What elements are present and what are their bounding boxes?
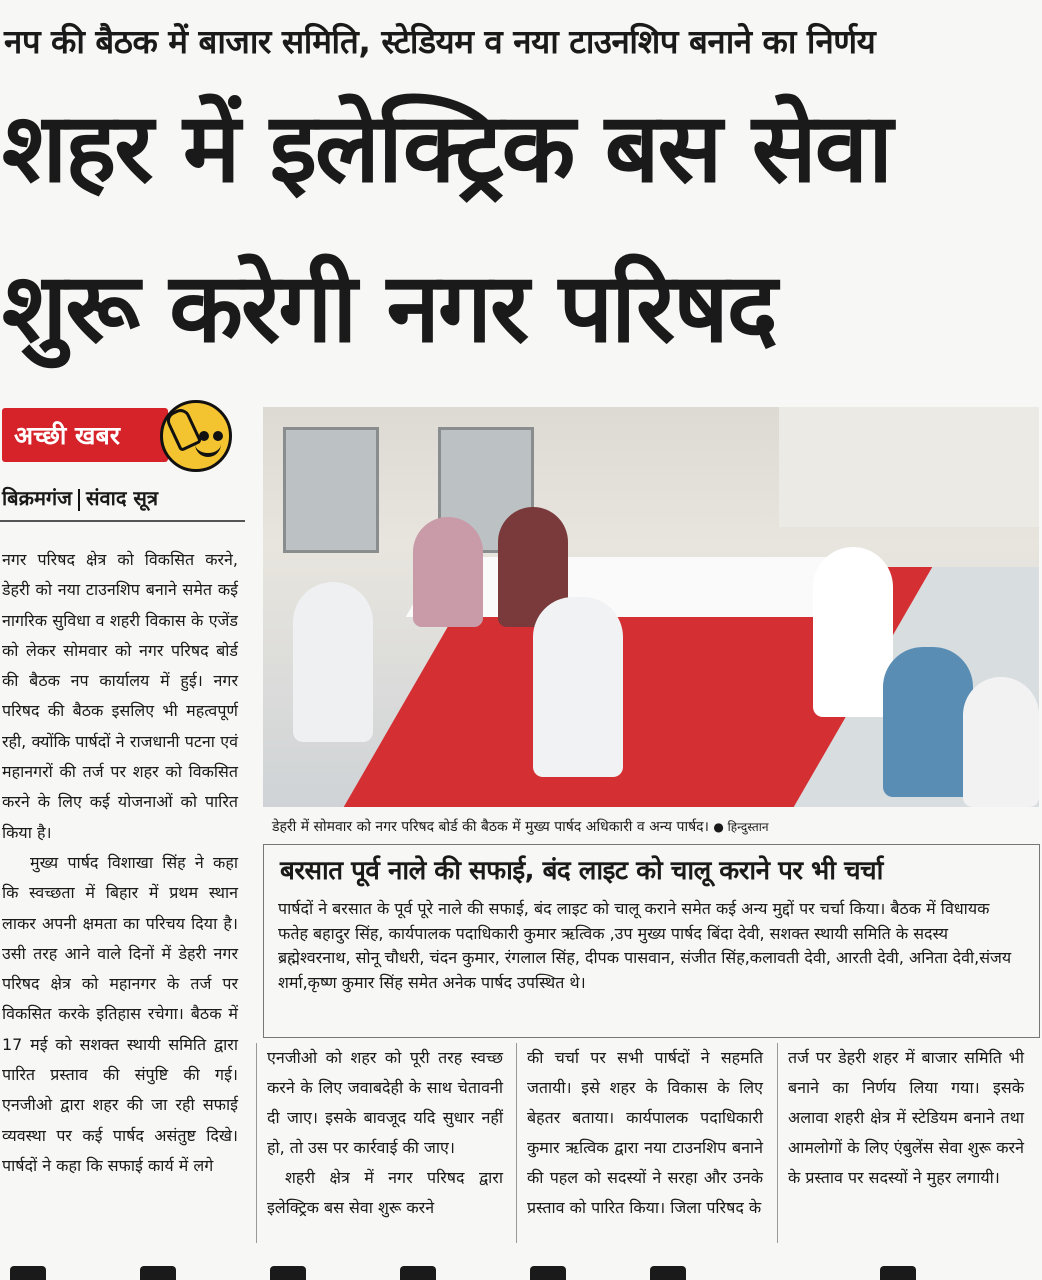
- cropped-glyph: [650, 1266, 686, 1280]
- article-column-2: [267, 1043, 503, 1223]
- smile-icon: [195, 437, 221, 457]
- article-paragraph: की चर्चा पर सभी पार्षदों ने सहमति जतायी। इसे शहर के विकास के लिए बेहतर बताया। कार्यपालक पदाधिकारी कुमार ऋत्विक द्वारा नया टाउनशिप बनाने की पहल को सदस्यों ने सरहा और उनके प्रस्ताव को पारित किया। जिला परिषद के: [527, 1048, 763, 1217]
- cropped-glyph: [530, 1266, 566, 1280]
- tag-label: अच्छी खबर: [14, 421, 120, 450]
- person-graphic: [533, 597, 623, 777]
- kicker-headline: नप की बैठक में बाजार समिति, स्टेडियम व नया टाउनशिप बनाने का निर्णय: [4, 22, 876, 61]
- article-paragraph: नगर परिषद क्षेत्र को विकसित करने, डेहरी को नया टाउनशिप बनाने समेत कई नागरिक सुविधा व शहरी विकास के एजेंड को लेकर सोमवार को नगर परिषद बोर्ड की बैठक नप कार्यालय में हुई। नगर परिषद की बैठक इसलिए भी महत्वपूर्ण रही, क्योंकि पार्षदों ने राजधानी पटना एवं महानगरों की तर्ज पर शहर को विकसित करने के लिए कई योजनाओं को पारित किया है।: [2, 550, 238, 842]
- cropped-glyph: [400, 1266, 436, 1280]
- dateline-rule: [0, 520, 245, 522]
- article-paragraph: शहरी क्षेत्र में नगर परिषद द्वारा इलेक्ट्रिक बस सेवा शुरू करने: [267, 1168, 503, 1217]
- person-graphic: [293, 582, 373, 742]
- article-column-1: [2, 545, 238, 1181]
- person-graphic: [883, 647, 973, 797]
- window-graphic: [283, 427, 379, 553]
- cropped-next-headline: [0, 1254, 1042, 1280]
- person-graphic: [813, 547, 893, 717]
- dateline-place: बिक्रमगंज: [2, 486, 73, 510]
- caption-text: डेहरी में सोमवार को नगर परिषद बोर्ड की बैठक में मुख्य पार्षद अधिकारी व अन्य पार्षद।: [272, 819, 709, 835]
- dateline: [2, 484, 158, 511]
- sidebar-body: पार्षदों ने बरसात के पूर्व पूरे नाले की सफाई, बंद लाइट को चालू कराने समेत कई अन्य मुद्दों पर चर्चा किया। बैठक में विधायक फतेह बहादुर सिंह, कार्यपालक पदाधिकारी कुमार ऋत्विक ,उप मुख्य पार्षद बिंदा देवी, सशक्त स्थायी समिति के सदस्य ब्रह्मेश्वरनाथ, सोनू चौधरी, चंदन कुमार, रंगलाल सिंह, दीपक पासवान, संजीत सिंह,कलावती देवी, आरती देवी, अनिता देवी,संजय शर्मा,कृष्ण कुमार सिंह समेत अनेक पार्षद उपस्थित थे।: [278, 899, 1012, 992]
- column-divider: [777, 1043, 778, 1243]
- wall-graphic: [779, 407, 1039, 527]
- photo-caption: [272, 817, 769, 836]
- column-divider: [516, 1043, 517, 1243]
- cropped-glyph: [10, 1266, 46, 1280]
- main-headline-line1: शहर में इलेक्ट्रिक बस सेवा: [2, 92, 891, 204]
- column-divider: [256, 1043, 257, 1243]
- main-headline-line2: शुरू करेगी नगर परिषद: [2, 252, 776, 364]
- article-paragraph: मुख्य पार्षद विशाखा सिंह ने कहा कि स्वच्छता में बिहार में प्रथम स्थान लाकर अपनी क्षमता का परिचय दिया है। उसी तरह आने वाले दिनों में डेहरी नगर परिषद क्षेत्र को महानगर के तर्ज पर विकसित करके इतिहास रचेगा। बैठक में 17 मई को सशक्त स्थायी समिति द्वारा पारित प्रस्ताव की संपुष्टि की गई। एनजीओ द्वारा शहर की जा रही सफाई व्यवस्था पर कई पार्षद असंतुष्ट दिखे। पार्षदों ने कहा कि सफाई कार्य में लगे: [2, 852, 238, 1175]
- article-paragraph: एनजीओ को शहर को पूरी तरह स्वच्छ करने के लिए जवाबदेही के साथ चेतावनी दी जाए। इसके बावजूद यदि सुधार नहीं हो, तो उस पर कार्रवाई की जाए।: [267, 1048, 503, 1157]
- smiley-ok-hand-icon: [160, 400, 232, 472]
- sidebar-heading: बरसात पूर्व नाले की सफाई, बंद लाइट को चालू कराने पर भी चर्चा: [280, 856, 883, 886]
- good-news-tag: [2, 408, 168, 462]
- person-graphic: [413, 517, 483, 627]
- sidebar-box: [263, 844, 1040, 1038]
- dateline-divider: [78, 489, 80, 511]
- article-paragraph: तर्ज पर डेहरी शहर में बाजार समिति भी बनाने का निर्णय लिया गया। इसके अलावा शहरी क्षेत्र में स्टेडियम बनाने तथा आमलोगों के लिए एंबुलेंस सेवा शुरू करने के प्रस्ताव पर सदस्यों ने मुहर लगायी।: [788, 1048, 1024, 1187]
- article-column-3: [527, 1043, 763, 1223]
- dateline-source: संवाद सूत्र: [86, 486, 158, 510]
- meeting-photo: [263, 407, 1039, 807]
- cropped-glyph: [880, 1266, 916, 1280]
- article-column-4: [788, 1043, 1024, 1193]
- cropped-glyph: [140, 1266, 176, 1280]
- caption-source: ● हिन्दुस्तान: [713, 820, 769, 834]
- person-graphic: [963, 677, 1039, 807]
- cropped-glyph: [270, 1266, 306, 1280]
